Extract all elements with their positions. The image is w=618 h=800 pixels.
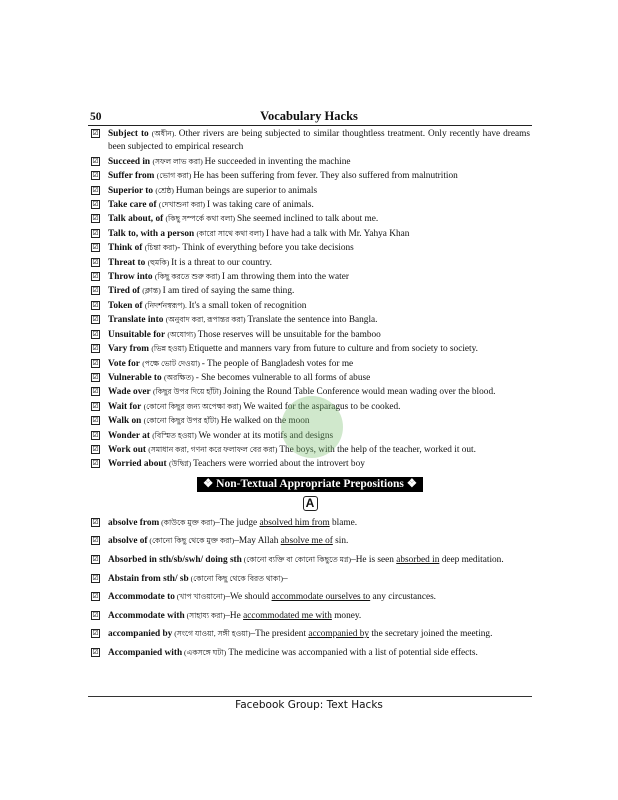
entry-example: It's a small token of recognition [188,300,307,311]
list-item [90,184,530,198]
entry-term: Wade over [108,387,151,398]
entry-meaning: (অরক্ষিত) [163,372,196,382]
entry-meaning: (উদ্বিগ্ন) [168,459,194,469]
entry-meaning: (খাপ খাওয়ানো) [174,592,226,602]
entry-example-highlight: absorbed in [396,554,440,565]
entry-meaning: (বিস্মিত হওয়া) [152,430,199,440]
page-title: Vocabulary Hacks [260,109,358,123]
entry-meaning: (চিন্তা করা) [144,243,178,253]
list-item [90,457,530,471]
entry-example: - Think of everything before you take decisions [177,243,354,254]
entry-example-highlight: absolve me of [280,536,333,547]
checkbox-icon: ☑ [92,171,99,180]
entry-example: We waited for the asparagus to be cooked. [243,401,401,412]
entry-example: I am throwing them into the water [221,272,349,283]
entry-example-start: –We should [225,592,272,603]
entry-term: Walk on [108,416,142,427]
checkbox-icon: ☑ [92,300,99,309]
list-item [90,590,530,605]
list-item [90,627,530,642]
checkbox-icon: ☑ [92,286,99,295]
entry-example: We wonder at its motifs and designs [198,430,334,441]
section-letter-badge: A [303,496,318,511]
entry-example: - She becomes vulnerable to all forms of abuse [195,372,371,383]
list-item [90,284,530,298]
entry-meaning: (কিছু সম্পর্কে কথা বলা) [165,214,237,224]
entry-example: She seemed inclined to talk about me. [236,214,379,225]
entry-meaning: (সাহায্য করা) [184,610,226,620]
entry-term: Suffer from [108,171,155,182]
entry-example: Other rivers are being subjected to similar thoughtless treatment. Only recently have dreams been subjected to empirical research [108,129,530,153]
checkbox-icon: ☑ [92,185,99,194]
entry-term: Wonder at [108,430,150,441]
checkbox-icon: ☑ [92,315,99,324]
checkbox-icon: ☑ [92,358,99,367]
checkbox-icon: ☑ [92,573,99,582]
entry-example-highlight: accommodated me with [243,610,332,621]
entry-term: Accommodate with [108,610,185,621]
entry-term: absolve of [108,536,148,547]
entry-example: He has been suffering from fever. They also suffered from malnutrition [193,171,458,182]
entry-meaning: (কোনো ব্যক্তি বা কোনো কিছুতে মগ্ন) [241,554,352,564]
checkbox-icon: ☑ [92,156,99,165]
checkbox-icon: ☑ [92,401,99,410]
list-item [90,328,530,342]
entry-term: Threat to [108,257,146,268]
entry-term: Token of [108,300,143,311]
checkbox-icon: ☑ [92,214,99,223]
list-item [90,371,530,385]
entry-meaning: (ভিন্ন হওয়া) [151,344,189,354]
entry-example-highlight: accommodate ourselves to [271,592,371,603]
entry-meaning: (ভোগ করা) [156,171,194,181]
entry-example-end: blame. [329,517,358,528]
checkbox-icon: ☑ [92,329,99,338]
entry-example-start: –He [225,610,244,621]
entry-meaning: (পক্ষে ভোট দেওয়া) [142,358,202,368]
footer-text: Facebook Group: Text Hacks [235,699,383,711]
list-item [90,227,530,241]
page-number: 50 [90,111,102,123]
entry-meaning: (নিদর্শনস্বরূপ). [144,300,189,310]
list-item [90,609,530,624]
checkbox-icon: ☑ [92,228,99,237]
list-item [90,155,530,169]
entry-meaning: (কিছুর উপর দিয়ে হাঁটা) [152,387,224,397]
entry-example: He succeeded in inventing the machine [204,156,351,167]
entry-term: Throw into [108,272,153,283]
entry-meaning: (একসঙ্গে ঘটা) [182,647,227,657]
entry-meaning: (কোনো কিছুর জন্য অপেক্ষা করা) [143,401,244,411]
watermark-logo [281,396,343,458]
list-item [90,516,530,531]
checkbox-icon: ☑ [92,243,99,252]
entry-term: Vary from [108,344,150,355]
checkbox-icon: ☑ [92,592,99,601]
entry-term: accompanied by [108,629,173,640]
section-title: ❖ Non-Textual Appropriate Prepositions ❖ [197,477,423,492]
entry-meaning: (কাউকে মুক্ত করা) [159,517,216,527]
entry-term: Wait for [108,401,142,412]
list-item [90,572,530,587]
list-item [90,313,530,327]
entry-example: Etiquette and manners vary from future to culture and from society to society. [188,344,478,355]
header-rule [88,125,532,126]
entry-meaning: (দেখাশুনা করা) [158,200,207,210]
entry-example: Those reserves will be unsuitable for the bamboo [197,329,381,340]
entry-meaning: (কোনো কিছু থেকে বিরত থাকা) [188,573,283,583]
entry-meaning: (অযোগ্য) [167,329,198,339]
checkbox-icon: ☑ [92,517,99,526]
entry-example: I was taking care of animals. [206,200,314,211]
entry-meaning: (সমাধান করা, গণনা করে ফলাফল বের করা) [148,444,280,454]
checkbox-icon: ☑ [92,372,99,381]
entry-meaning: (কোনো কিছু থেকে মুক্ত করা) [147,536,235,546]
checkbox-icon: ☑ [92,610,99,619]
entry-term: absolve from [108,517,160,528]
entry-example-start: –The president [250,629,309,640]
list-item [90,357,530,371]
list-item [90,534,530,549]
checkbox-icon: ☑ [92,129,99,137]
entry-term: Talk about, of [108,214,164,225]
list-item [90,212,530,226]
list-item [90,256,530,270]
entry-meaning: (অধীন). [151,129,179,138]
entry-example: It is a threat to our country. [171,257,272,268]
checkbox-icon: ☑ [92,200,99,209]
entry-example: I have had a talk with Mr. Yahya Khan [265,228,410,239]
checkbox-icon: ☑ [92,459,99,468]
entry-example: Translate the sentence into Bangla. [247,315,378,326]
checkbox-icon: ☑ [92,554,99,563]
entry-term: Tired of [108,286,140,297]
entry-term: Think of [108,243,143,254]
entry-example-end: any circustances. [370,592,437,603]
entry-example-start: –May Allah [234,536,281,547]
entry-example-end: money. [331,610,362,621]
entry-example-start: The medicine was accompanied with a list of potential side effects. [226,647,478,658]
entry-example-end: the secretary joined the meeting. [369,629,493,640]
entry-meaning: (কোনো কিছুর উপর হাঁটা) [143,416,221,426]
entry-example: I am tired of saying the same thing. [162,286,295,297]
list-item [90,241,530,255]
entry-meaning: (ক্লান্ত) [142,286,163,296]
entry-term: Accommodate to [108,592,175,603]
entry-example-highlight: accompanied by [308,629,370,640]
entry-meaning: (সংগে যাওয়া, সঙ্গী হওয়া) [172,629,251,639]
entry-meaning: (হুমকি) [147,257,172,267]
checkbox-icon: ☑ [92,629,99,638]
prepositions-list [90,516,530,661]
entry-meaning: (কিছু করতে শুরু করা) [154,272,222,282]
entry-term: Subject to [108,129,149,139]
checkbox-icon: ☑ [92,647,99,656]
entry-meaning: (কারো সাথে কথা বলা) [196,228,266,238]
entry-example-start: –He is seen [351,554,397,565]
entry-term: Worried about [108,459,167,470]
entry-example: Human beings are superior to animals [175,185,318,196]
entry-term: Talk to, with a person [108,228,195,239]
entry-term: Accompanied with [108,647,183,658]
entry-example-highlight: absolved him from [259,517,330,528]
entry-example-end: deep meditation. [439,554,504,565]
list-item [90,198,530,212]
entry-example: - The people of Bangladesh votes for me [201,358,354,369]
section-heading [90,474,530,492]
entry-term: Vulnerable to [108,372,162,383]
entry-term: Vote for [108,358,140,369]
entry-term: Abstain from sth/ sb [108,573,189,584]
entry-meaning: (অনুবাদ করা, রূপান্তর করা) [165,315,248,325]
checkbox-icon: ☑ [92,257,99,266]
checkbox-icon: ☑ [92,272,99,281]
checkbox-icon: ☑ [92,536,99,545]
entry-term: Translate into [108,315,164,326]
entry-example: Joining the Round Table Conference would mean wading over the blood. [223,387,496,398]
footer-rule [88,696,532,697]
entry-meaning: (সফল লাভ করা) [152,156,205,166]
list-item [90,169,530,183]
list-item [90,646,530,661]
entry-term: Unsuitable for [108,329,166,340]
entry-example-start: – [282,573,288,584]
entry-meaning: (শ্রেষ্ঠ) [155,185,176,195]
entry-example: The boys, with the help of the teacher, worked it out. [279,444,476,455]
list-item [90,270,530,284]
entry-term: Work out [108,444,146,455]
checkbox-icon: ☑ [92,416,99,425]
entry-example-end: sin. [332,536,349,547]
checkbox-icon: ☑ [92,344,99,353]
checkbox-icon: ☑ [92,444,99,453]
list-item [90,127,530,155]
entry-example: He walked on the moon [220,416,310,427]
entry-term: Succeed in [108,156,151,167]
list-item [90,342,530,356]
entry-term: Superior to [108,185,154,196]
entry-example-start: –The judge [215,517,260,528]
list-item [90,299,530,313]
entry-example: Teachers were worried about the introvert boy [193,459,365,470]
entry-term: Absorbed in sth/sb/swh/ doing sth [108,554,242,565]
entry-term: Take care of [108,200,157,211]
checkbox-icon: ☑ [92,387,99,396]
checkbox-icon: ☑ [92,430,99,439]
list-item [90,553,530,568]
